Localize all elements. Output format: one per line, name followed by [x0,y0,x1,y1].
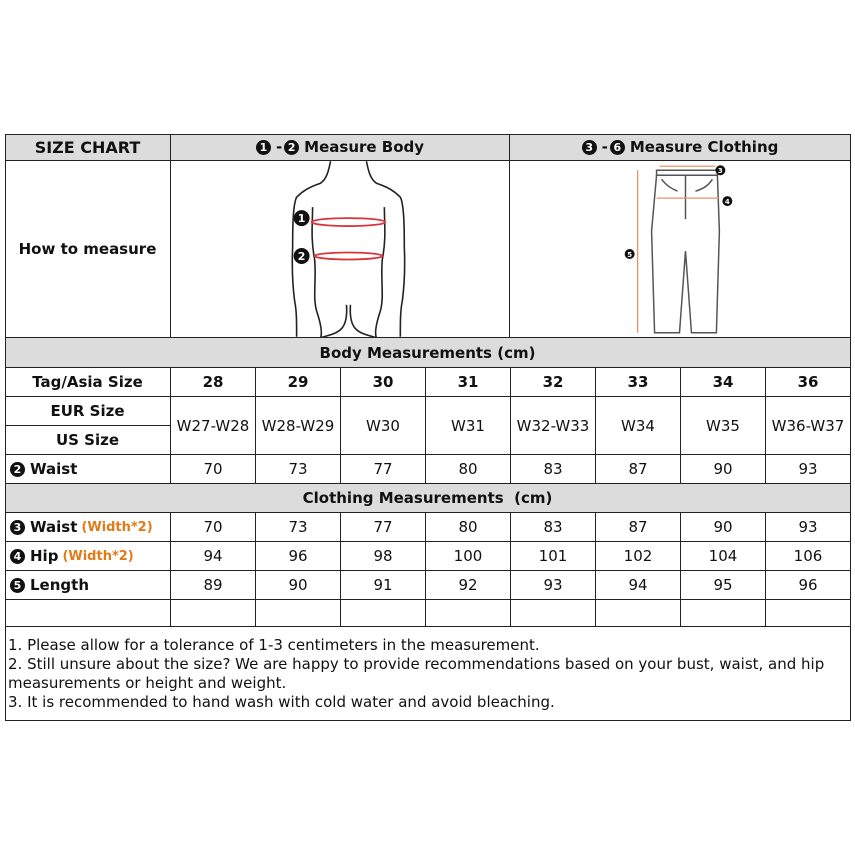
body-waist-cell: 90 [681,455,766,484]
length-cell: 91 [341,571,426,600]
length-cell: 95 [681,571,766,600]
eur-us-cell: W34 [596,397,681,455]
eur-us-cell: W32-W33 [511,397,596,455]
size-header-cell: 32 [511,368,596,397]
body-waist-cell: 73 [256,455,341,484]
width-hint: (Width*2) [62,548,134,564]
hip-cell: 106 [766,542,851,571]
number-badge: 1 [256,140,271,155]
note-3: 3. It is recommended to hand wash with cold water and avoid bleaching. [8,693,555,711]
number-badge: 3 [10,520,25,535]
width-hint: (Width*2) [81,519,153,535]
clothing-measurements-title-text: Clothing Measurements (cm) [302,489,553,507]
body-figure-cell [171,161,510,338]
hip-cell: 102 [596,542,681,571]
body-waist-cell: 77 [341,455,426,484]
how-to-measure-text: How to measure [18,240,157,258]
empty-cell [256,600,341,627]
number-badge: 2 [284,140,299,155]
hip-label [5,542,171,571]
cloth-waist-cell: 87 [596,513,681,542]
length-cell: 96 [766,571,851,600]
body-waist-label [5,455,171,484]
hip-cell: 101 [511,542,596,571]
eur-us-cell: W31 [426,397,511,455]
length-cell: 92 [426,571,511,600]
pants-marker-3-label: 3 [717,166,723,175]
length-cell: 94 [596,571,681,600]
hip-cell: 96 [256,542,341,571]
hip-cell: 104 [681,542,766,571]
eur-us-cell: W36-W37 [766,397,851,455]
size-header-cell: 36 [766,368,851,397]
us-size-label [5,426,171,455]
empty-cell [426,600,511,627]
how-to-measure-label [5,161,171,338]
size-chart-title-text: SIZE CHART [34,137,141,157]
cloth-waist-cell: 73 [256,513,341,542]
hip-cell: 94 [171,542,256,571]
measure-clothing-header [510,134,851,161]
pants-marker-5-label: 5 [627,250,633,259]
length-label [5,571,171,600]
body-figure [171,161,509,338]
cloth-waist-cell: 90 [681,513,766,542]
pants-figure-cell [510,161,851,338]
number-badge: 2 [10,462,25,477]
hip-cell: 100 [426,542,511,571]
body-measure-lines [312,218,386,259]
tag-asia-label-text: Tag/Asia Size [32,373,143,391]
cloth-waist-cell: 93 [766,513,851,542]
body-marker-2-label: 2 [297,249,306,263]
cloth-waist-cell: 83 [511,513,596,542]
number-badge: 4 [10,549,25,564]
body-measurements-title [5,338,851,368]
size-header-cell: 34 [681,368,766,397]
notes [5,626,851,721]
size-header-cell: 33 [596,368,681,397]
size-header-cell: 30 [341,368,426,397]
us-size-label-text: US Size [55,431,120,449]
empty-cell [511,600,596,627]
eur-us-cell: W30 [341,397,426,455]
size-header-cell: 31 [426,368,511,397]
clothing-measurements-title [5,484,851,513]
measure-clothing-text: Measure Clothing [629,138,779,156]
number-badge: 3 [582,140,597,155]
size-header-cell: 29 [256,368,341,397]
eur-us-cell: W35 [681,397,766,455]
cloth-waist-cell: 80 [426,513,511,542]
body-waist-cell: 80 [426,455,511,484]
dash: - [275,138,283,156]
length-cell: 89 [171,571,256,600]
measure-body-header [171,134,510,161]
empty-cell [681,600,766,627]
number-badge: 5 [10,578,25,593]
body-marker-1-label: 1 [297,211,306,225]
note-1: 1. Please allow for a tolerance of 1-3 centimeters in the measurement. [8,636,540,654]
length-cell: 93 [511,571,596,600]
number-badge: 6 [610,140,625,155]
hip-cell: 98 [341,542,426,571]
body-waist-cell: 83 [511,455,596,484]
empty-cell [766,600,851,627]
length-cell: 90 [256,571,341,600]
eur-size-label [5,397,171,426]
pants-measure-lines [638,166,720,333]
empty-cell [341,600,426,627]
body-waist-cell: 70 [171,455,256,484]
empty-cell [5,600,171,627]
body-waist-cell: 87 [596,455,681,484]
size-header-cell: 28 [171,368,256,397]
length-text: Length [30,576,89,594]
eur-us-cell: W27-W28 [171,397,256,455]
body-waist-text: Waist [30,460,78,478]
dash: - [601,138,608,156]
empty-cell [171,600,256,627]
cloth-waist-cell: 77 [341,513,426,542]
cloth-waist-cell: 70 [171,513,256,542]
measure-body-text: Measure Body [304,138,425,156]
eur-us-cell: W28-W29 [256,397,341,455]
note-2: 2. Still unsure about the size? We are happy to provide recommendations based on your bust, waist, and hip measurements or height and weight. [8,655,825,692]
pants-figure [510,161,850,338]
body-measurements-title-text: Body Measurements (cm) [319,343,536,362]
tag-asia-label [5,368,171,397]
pants-marker-4-label: 4 [724,197,730,206]
empty-cell [596,600,681,627]
cloth-waist-text: Waist [30,518,78,536]
eur-size-label-text: EUR Size [50,402,125,420]
body-waist-cell: 93 [766,455,851,484]
size-chart-title [5,134,171,161]
cloth-waist-label [5,513,171,542]
hip-text: Hip [30,547,59,565]
